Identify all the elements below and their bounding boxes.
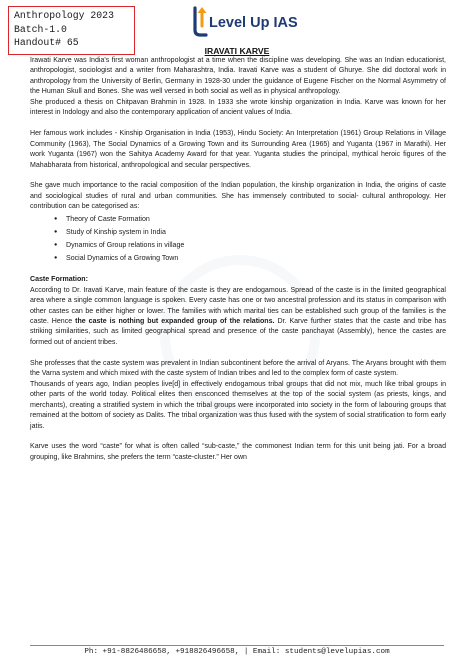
subcaste-paragraph: Karve uses the word “caste” for what is often called “sub-caste,” the commonest Indian term for this unit being jati. For a broad grouping, like Brahmins, she prefers the term “caste-cluster.” Her own bbox=[30, 443, 446, 461]
stamp-handout-number: Handout# 65 bbox=[14, 37, 79, 48]
varna-paragraph-2: Thousands of years ago, Indian peoples live[d] in effectively endogamous tribal groups that did not mix, much like tribal groups in other parts of the world today. Political elites then ensconced themselves at the top of the social system (as priests, kings, and merchants), creating a stratified system in which the tribal groups were incorporated into society in the form of labouring groups that remained at the bottom of society as Dalits. The tribal organization was thus fused with the system of social stratification to form early jatis. bbox=[30, 380, 446, 430]
caste-formation-text-1: According to Dr. Iravati Karve, main feature of the caste is they are endogamous. Spread of the caste is in the limited geographical area where a single common language is spoken. Every caste has one or two ancestral profession and its status in comparison with other castes can be either higher or lower. The families with which marital ties can be established such group of the families is the caste. Hence bbox=[30, 286, 446, 326]
contribution-item: ● Dynamics of Group relations in village bbox=[56, 239, 446, 252]
footer-divider bbox=[30, 645, 444, 646]
works-paragraph: Her famous work includes - Kinship Organisation in India (1953), Hindu Society: An Interpretation (1961) Group Relations in Village Community (1963), The Social Dynamics of a Growing Town and its Surrounding Area (1965) and Yuganta (1967 in Marathi). Her work Yuganta (1967) won the Sahitya Academy Award for that year. Yuganta studies the principal, mythical heroic figures of the Mahabharata from historical, anthropological and secular perspectives. bbox=[30, 130, 446, 169]
footer-contact: Ph: +91-8826486658, +918826496658, | Email: students@levelupias.com bbox=[84, 648, 390, 656]
contribution-list bbox=[30, 213, 446, 265]
stamp-batch: Batch-1.0 bbox=[14, 23, 67, 35]
document-body bbox=[30, 56, 446, 463]
logo-arrow-icon bbox=[191, 4, 211, 38]
caste-formation-paragraph bbox=[30, 286, 446, 349]
levelup-ias-logo bbox=[191, 4, 341, 38]
logo-text-main: Level Up bbox=[209, 15, 274, 31]
contribution-intro: She gave much importance to the racial composition of the Indian population, the kinship organization in India, the origins of caste and sociological studies of rural and urban communities. She has immensely contributed to social- cultural anthropology. Her contribution can be categorised as: bbox=[30, 182, 446, 211]
stamp-subject: Anthropology 2023 bbox=[14, 10, 114, 21]
intro-paragraph-2: She produced a thesis on Chitpavan Brahmin in 1928. In 1933 she wrote kinship organization in India. Karve was known for her interest in Indology and also the contemporary application of ancient values of India. bbox=[30, 98, 446, 117]
varna-paragraph-1: She professes that the caste system was prevalent in Indian subcontinent before the arrival of Aryans. The Aryans brought with them the Varna system and which mixed with the caste system of Indian tribes and led to the complex form of caste system. bbox=[30, 359, 446, 378]
caste-formation-text-2: Dr. Karve further states that the caste and tribe has striking similarities, such as limited geographical spread and presence of the caste panchayat (Assembly), hence the castes are formed out of ancient tribes. bbox=[30, 318, 446, 346]
intro-paragraph-1: Irawati Karve was India's first woman anthropologist at a time when the discipline was developing. She was an Indian educationist, anthropologist, sociologist and a writer from Maharashtra, India. Iravati Karve was a student of Ghurye. She did doctoral work in anthropology from the University of Berlin, Germany in 1928-30 under the guidance of Eugene Fischer on the Normal Asymmetry of the Human Skull and Bones. She was well versed in both social as well as in physical anthropology. bbox=[30, 57, 446, 96]
caste-formation-bold-text: the caste is nothing but expanded group of the relations. bbox=[75, 318, 275, 326]
contribution-item: ● Study of Kinship system in India bbox=[56, 226, 446, 239]
logo-text bbox=[209, 15, 298, 31]
caste-formation-heading: Caste Formation: bbox=[30, 276, 88, 284]
contribution-item: ● Theory of Caste Formation bbox=[56, 213, 446, 226]
logo-text-accent: IAS bbox=[273, 15, 298, 31]
contribution-item: ● Social Dynamics of a Growing Town bbox=[56, 252, 446, 265]
page-title: IRAVATI KARVE bbox=[204, 46, 270, 56]
